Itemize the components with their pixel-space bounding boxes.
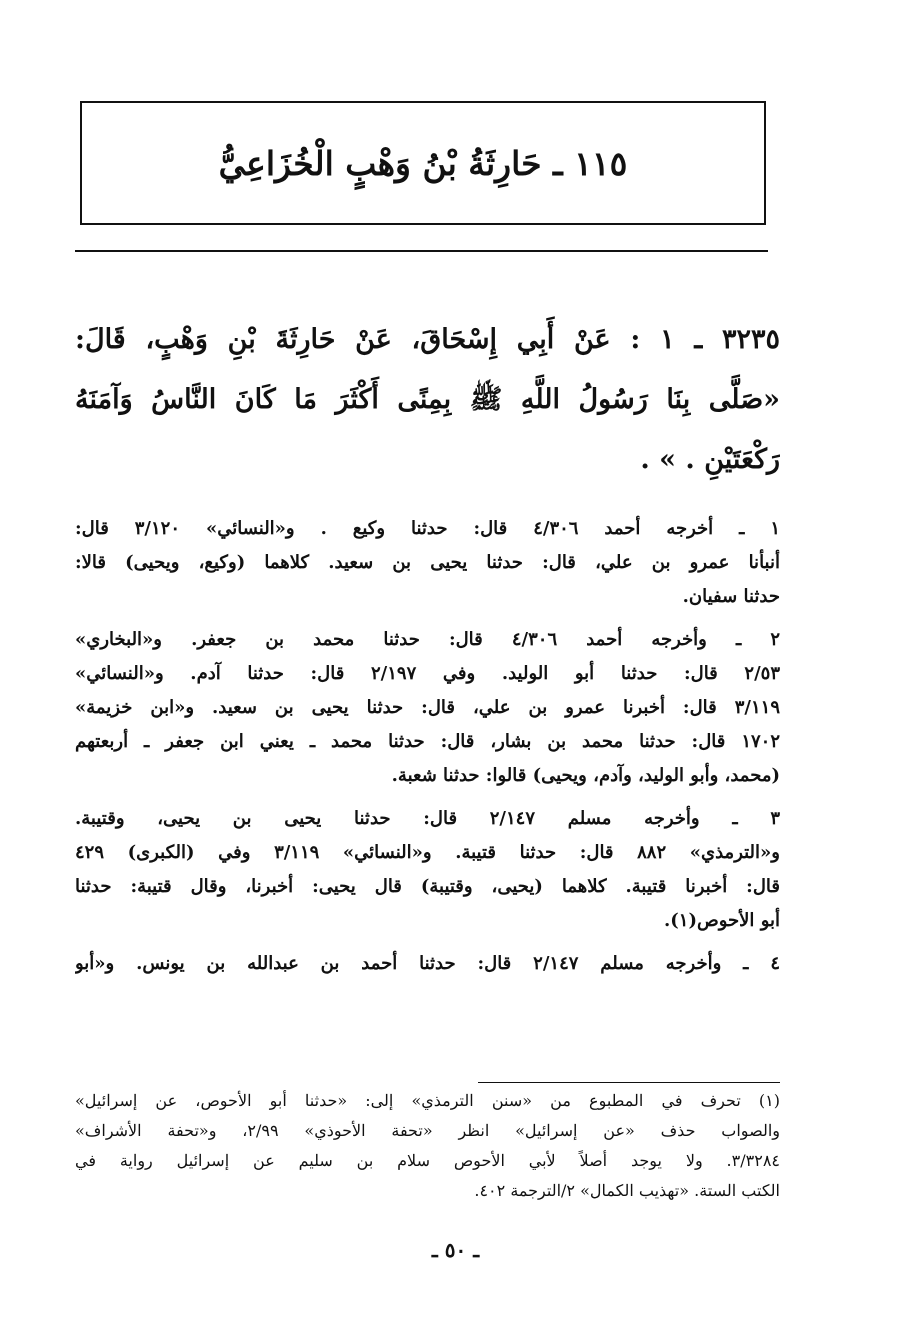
takhrij-line: ٢ ـ وأخرجه أحمد ٤/٣٠٦ قال: حدثنا محمد بن جعفر. و«البخاري» xyxy=(75,629,780,650)
takhrij-line: أبو الأحوص(١). xyxy=(663,910,780,931)
takhrij-line: ٣/١١٩ قال: أخبرنا عمرو بن علي، قال: حدثنا يحيى بن سعيد. و«ابن خزيمة» xyxy=(75,697,780,718)
takhrij-paragraph xyxy=(75,623,780,793)
takhrij-line: قال: أخبرنا قتيبة. كلاهما (يحيى، وقتيبة) قال يحيى: أخبرنا، وقال قتيبة: حدثنا xyxy=(75,876,780,897)
takhrij-section xyxy=(75,512,780,990)
hadith-line: ٣٢٣٥ ـ ١ : عَنْ أَبِي إِسْحَاقَ، عَنْ حَارِثَةَ بْنِ وَهْبٍ، قَالَ: xyxy=(75,324,780,355)
takhrij-paragraph xyxy=(75,802,780,938)
footnote xyxy=(75,1086,780,1206)
footnote-line: والصواب حذف «عن إسرائيل» انظر «تحفة الأحوذي» ٢/٩٩، و«تحفة الأشراف» xyxy=(75,1121,780,1140)
takhrij-line: (محمد، وأبو الوليد، وآدم، ويحيى) قالوا: حدثنا شعبة. xyxy=(391,765,780,786)
footnote-line: الكتب الستة. «تهذيب الكمال» ٢/الترجمة ٤٠٢. xyxy=(474,1181,780,1200)
hadith-line: «صَلَّى بِنَا رَسُولُ اللَّهِ ﷺ بِمِنًى أَكْثَرَ مَا كَانَ النَّاسُ وَآمَنَهُ xyxy=(75,384,780,415)
takhrij-line: و«الترمذي» ٨٨٢ قال: حدثنا قتيبة. و«النسائي» ٣/١١٩ وفي (الكبرى) ٤٢٩ xyxy=(75,842,780,863)
footnote-line: ٣/٣٢٨٤. ولا يوجد أصلاً لأبي الأحوص سلام بن سليم عن إسرائيل رواية في xyxy=(75,1151,780,1170)
takhrij-line: ٢/٥٣ قال: حدثنا أبو الوليد. وفي ٢/١٩٧ قال: حدثنا آدم. و«النسائي» xyxy=(75,663,780,684)
footnote-line: (١) تحرف في المطبوع من «سنن الترمذي» إلى: «حدثنا أبو الأحوص، عن إسرائيل» xyxy=(75,1091,780,1110)
chapter-title: ١١٥ ـ حَارِثَةُ بْنُ وَهْبٍ الْخُزَاعِيُّ xyxy=(218,143,628,183)
takhrij-line: ٣ ـ وأخرجه مسلم ٢/١٤٧ قال: حدثنا يحيى بن يحيى، وقتيبة. xyxy=(75,808,780,829)
takhrij-line: ١٧٠٢ قال: حدثنا محمد بن بشار، قال: حدثنا محمد ـ يعني ابن جعفر ـ أربعتهم xyxy=(75,731,780,752)
page-number: ـ ٥٠ ـ xyxy=(431,1238,480,1262)
takhrij-paragraph xyxy=(75,947,780,981)
takhrij-paragraph xyxy=(75,512,780,614)
hadith-line: رَكْعَتَيْنِ . » . xyxy=(640,444,780,475)
hadith-text xyxy=(75,310,780,490)
footnote-divider xyxy=(478,1082,780,1083)
chapter-title-box xyxy=(80,101,766,225)
takhrij-line: حدثنا سفيان. xyxy=(682,586,780,607)
takhrij-line: ٤ ـ وأخرجه مسلم ٢/١٤٧ قال: حدثنا أحمد بن عبدالله بن يونس. و«أبو xyxy=(75,953,780,974)
takhrij-line: أنبأنا عمرو بن علي، قال: حدثنا يحيى بن سعيد. كلاهما (وكيع، ويحيى) قالا: xyxy=(75,552,780,573)
takhrij-line: ١ ـ أخرجه أحمد ٤/٣٠٦ قال: حدثنا وكيع . و«النسائي» ٣/١٢٠ قال: xyxy=(75,518,780,539)
header-divider xyxy=(75,250,768,252)
